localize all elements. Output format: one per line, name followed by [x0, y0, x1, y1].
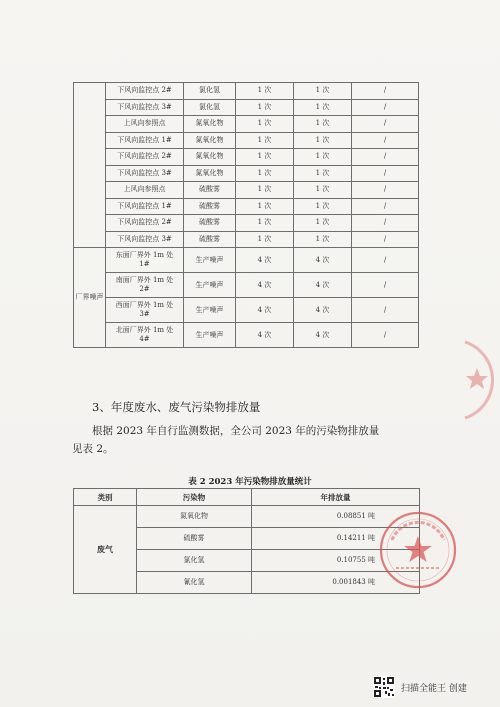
plan-cell: 1 次 — [236, 116, 294, 133]
scanner-brand-text: 扫描全能王 创建 — [401, 683, 467, 694]
category-cell: 废气 — [74, 506, 137, 594]
actual-cell: 1 次 — [294, 99, 352, 116]
amount-cell: 0.08851 吨 — [252, 506, 420, 528]
amount-cell: 0.001843 吨 — [252, 572, 420, 594]
item-cell: 氮氧化物 — [184, 149, 236, 166]
table-row — [74, 83, 419, 100]
plan-cell: 1 次 — [236, 83, 294, 100]
company-seal-stamp — [378, 510, 458, 590]
note-cell: / — [352, 298, 419, 323]
table-header-row — [74, 489, 420, 506]
table-row — [74, 116, 419, 133]
point-cell: 上风向参照点 — [106, 182, 184, 199]
actual-cell: 1 次 — [294, 149, 352, 166]
point-cell: 下风向监控点 2# — [106, 149, 184, 166]
note-cell: / — [352, 165, 419, 182]
edge-seal-stamp — [455, 340, 495, 420]
table-row — [74, 215, 419, 232]
actual-cell: 1 次 — [294, 231, 352, 248]
amount-cell: 0.14211 吨 — [252, 528, 420, 550]
category-cell — [74, 83, 106, 248]
amount-cell: 0.10755 吨 — [252, 550, 420, 572]
actual-cell: 1 次 — [294, 215, 352, 232]
table-row — [74, 323, 419, 348]
table-row — [74, 198, 419, 215]
actual-cell: 4 次 — [294, 298, 352, 323]
plan-cell: 1 次 — [236, 198, 294, 215]
pollutant-cell: 氯化氢 — [137, 550, 252, 572]
point-cell: 下风向监控点 3# — [106, 231, 184, 248]
actual-cell: 4 次 — [294, 273, 352, 298]
header-amount: 年排放量 — [252, 489, 420, 506]
note-cell: / — [352, 99, 419, 116]
pollutant-cell: 氰化氢 — [137, 572, 252, 594]
point-cell: 下风向监控点 2# — [106, 83, 184, 100]
item-cell: 氮氧化物 — [184, 116, 236, 133]
point-cell: 下风向监控点 3# — [106, 165, 184, 182]
paragraph-line-1: 根据 2023 年自行监测数据，全公司 2023 年的污染物排放量 — [92, 425, 380, 437]
paragraph-line-2: 见表 2。 — [72, 443, 114, 455]
pollutant-cell: 硫酸雾 — [137, 528, 252, 550]
table-row — [74, 165, 419, 182]
noise-category-cell: 厂界噪声 — [74, 248, 106, 348]
item-cell: 生产噪声 — [184, 273, 236, 298]
item-cell: 硫酸雾 — [184, 182, 236, 199]
plan-cell: 4 次 — [236, 273, 294, 298]
actual-cell: 1 次 — [294, 182, 352, 199]
note-cell: / — [352, 149, 419, 166]
item-cell: 氮氧化物 — [184, 165, 236, 182]
table-row — [74, 248, 419, 273]
point-cell: 东面厂界外 1m 处 1# — [106, 248, 184, 273]
item-cell: 氯化氢 — [184, 83, 236, 100]
point-cell: 南面厂界外 1m 处 2# — [106, 273, 184, 298]
point-cell: 北面厂界外 1m 处 4# — [106, 323, 184, 348]
table-row — [74, 298, 419, 323]
note-cell: / — [352, 198, 419, 215]
item-cell: 硫酸雾 — [184, 198, 236, 215]
emission-table — [73, 488, 420, 594]
note-cell: / — [352, 215, 419, 232]
actual-cell: 1 次 — [294, 165, 352, 182]
note-cell: / — [352, 83, 419, 100]
actual-cell: 1 次 — [294, 132, 352, 149]
note-cell: / — [352, 273, 419, 298]
item-cell: 硫酸雾 — [184, 231, 236, 248]
point-cell: 下风向监控点 3# — [106, 99, 184, 116]
point-cell: 上风向参照点 — [106, 116, 184, 133]
plan-cell: 1 次 — [236, 165, 294, 182]
item-cell: 硫酸雾 — [184, 215, 236, 232]
item-cell: 生产噪声 — [184, 248, 236, 273]
plan-cell: 1 次 — [236, 182, 294, 199]
table-row — [74, 149, 419, 166]
item-cell: 生产噪声 — [184, 298, 236, 323]
table-row — [74, 132, 419, 149]
qr-code-icon — [373, 676, 395, 698]
pollutant-cell: 氮氧化物 — [137, 506, 252, 528]
point-cell: 西面厂界外 1m 处 3# — [106, 298, 184, 323]
header-category: 类别 — [74, 489, 137, 506]
table-row — [74, 506, 420, 528]
note-cell: / — [352, 182, 419, 199]
table2-caption: 表 2 2023 年污染物排放量统计 — [188, 477, 312, 487]
scanner-footer — [373, 676, 467, 698]
actual-cell: 1 次 — [294, 198, 352, 215]
actual-cell: 4 次 — [294, 323, 352, 348]
point-cell: 下风向监控点 2# — [106, 215, 184, 232]
plan-cell: 4 次 — [236, 323, 294, 348]
table-row — [74, 182, 419, 199]
note-cell: / — [352, 231, 419, 248]
plan-cell: 4 次 — [236, 248, 294, 273]
actual-cell: 4 次 — [294, 248, 352, 273]
monitoring-table — [73, 82, 419, 348]
table-row — [74, 273, 419, 298]
table-row — [74, 231, 419, 248]
section-heading: 3、年度废水、废气污染物排放量 — [92, 400, 261, 414]
plan-cell: 1 次 — [236, 215, 294, 232]
plan-cell: 1 次 — [236, 231, 294, 248]
plan-cell: 1 次 — [236, 99, 294, 116]
note-cell: / — [352, 116, 419, 133]
point-cell: 下风向监控点 1# — [106, 132, 184, 149]
actual-cell: 1 次 — [294, 83, 352, 100]
plan-cell: 4 次 — [236, 298, 294, 323]
point-cell: 下风向监控点 1# — [106, 198, 184, 215]
plan-cell: 1 次 — [236, 149, 294, 166]
plan-cell: 1 次 — [236, 132, 294, 149]
actual-cell: 1 次 — [294, 116, 352, 133]
note-cell: / — [352, 323, 419, 348]
note-cell: / — [352, 132, 419, 149]
table-row — [74, 99, 419, 116]
item-cell: 氯化氢 — [184, 99, 236, 116]
header-pollutant: 污染物 — [137, 489, 252, 506]
note-cell: / — [352, 248, 419, 273]
item-cell: 生产噪声 — [184, 323, 236, 348]
item-cell: 氮氧化物 — [184, 132, 236, 149]
